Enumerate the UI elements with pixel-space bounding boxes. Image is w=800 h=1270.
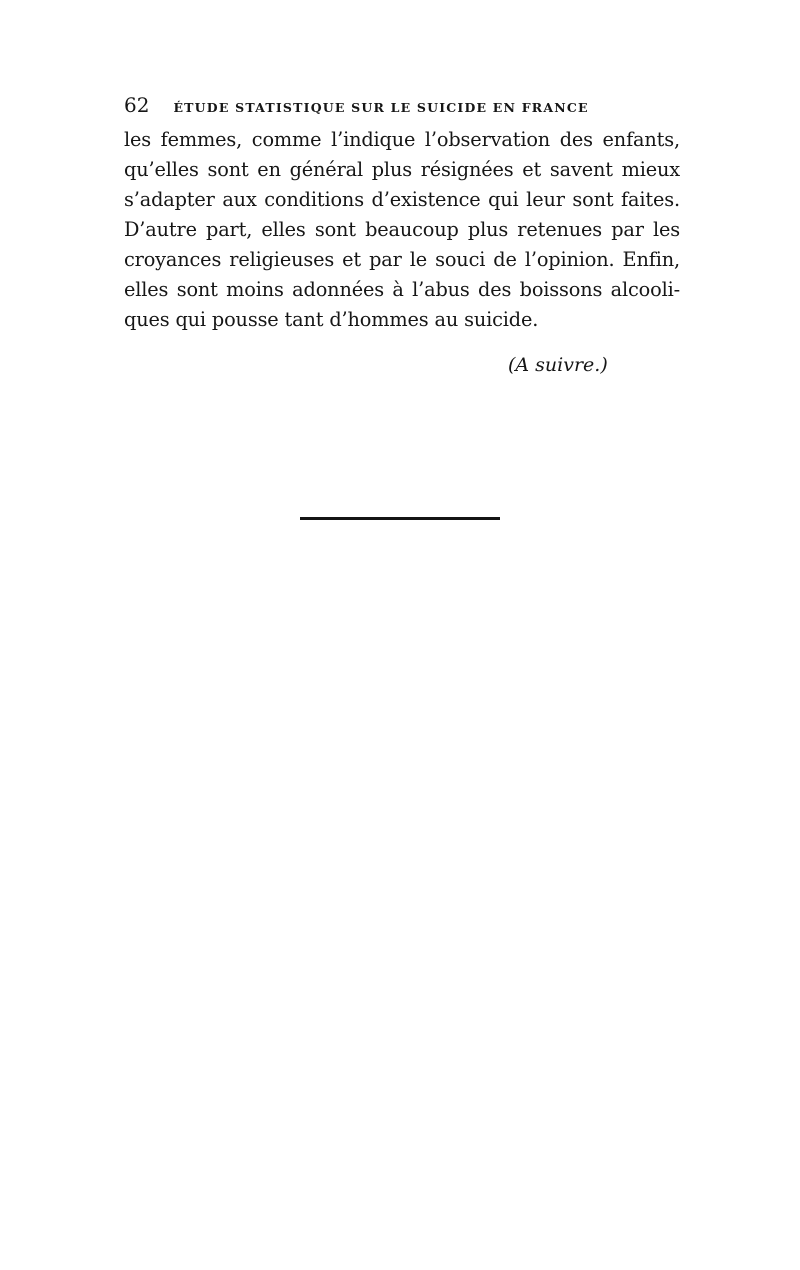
text-line: D’autre part, elles sont beaucoup plus retenues par les: [124, 218, 680, 241]
running-title: ÉTUDE STATISTIQUE SUR LE SUICIDE EN FRANCE: [173, 100, 589, 115]
body-paragraph: [124, 125, 680, 335]
text-line: s’adapter aux conditions d’existence qui leur sont faites.: [124, 188, 680, 211]
section-end-rule: [300, 517, 500, 520]
text-line: croyances religieuses et par le souci de l’opinion. Enfin,: [124, 248, 680, 271]
page-number: 62: [124, 93, 150, 117]
continuation-note: (A suivre.): [508, 354, 608, 376]
text-line: les femmes, comme l’indique l’observation des enfants,: [124, 128, 680, 151]
text-line: ques qui pousse tant d’hommes au suicide.: [124, 308, 539, 331]
text-line: qu’elles sont en général plus résignées et savent mieux: [124, 158, 680, 181]
text-line: elles sont moins adonnées à l’abus des boissons alcooli-: [124, 278, 680, 301]
page-header: [124, 93, 678, 117]
